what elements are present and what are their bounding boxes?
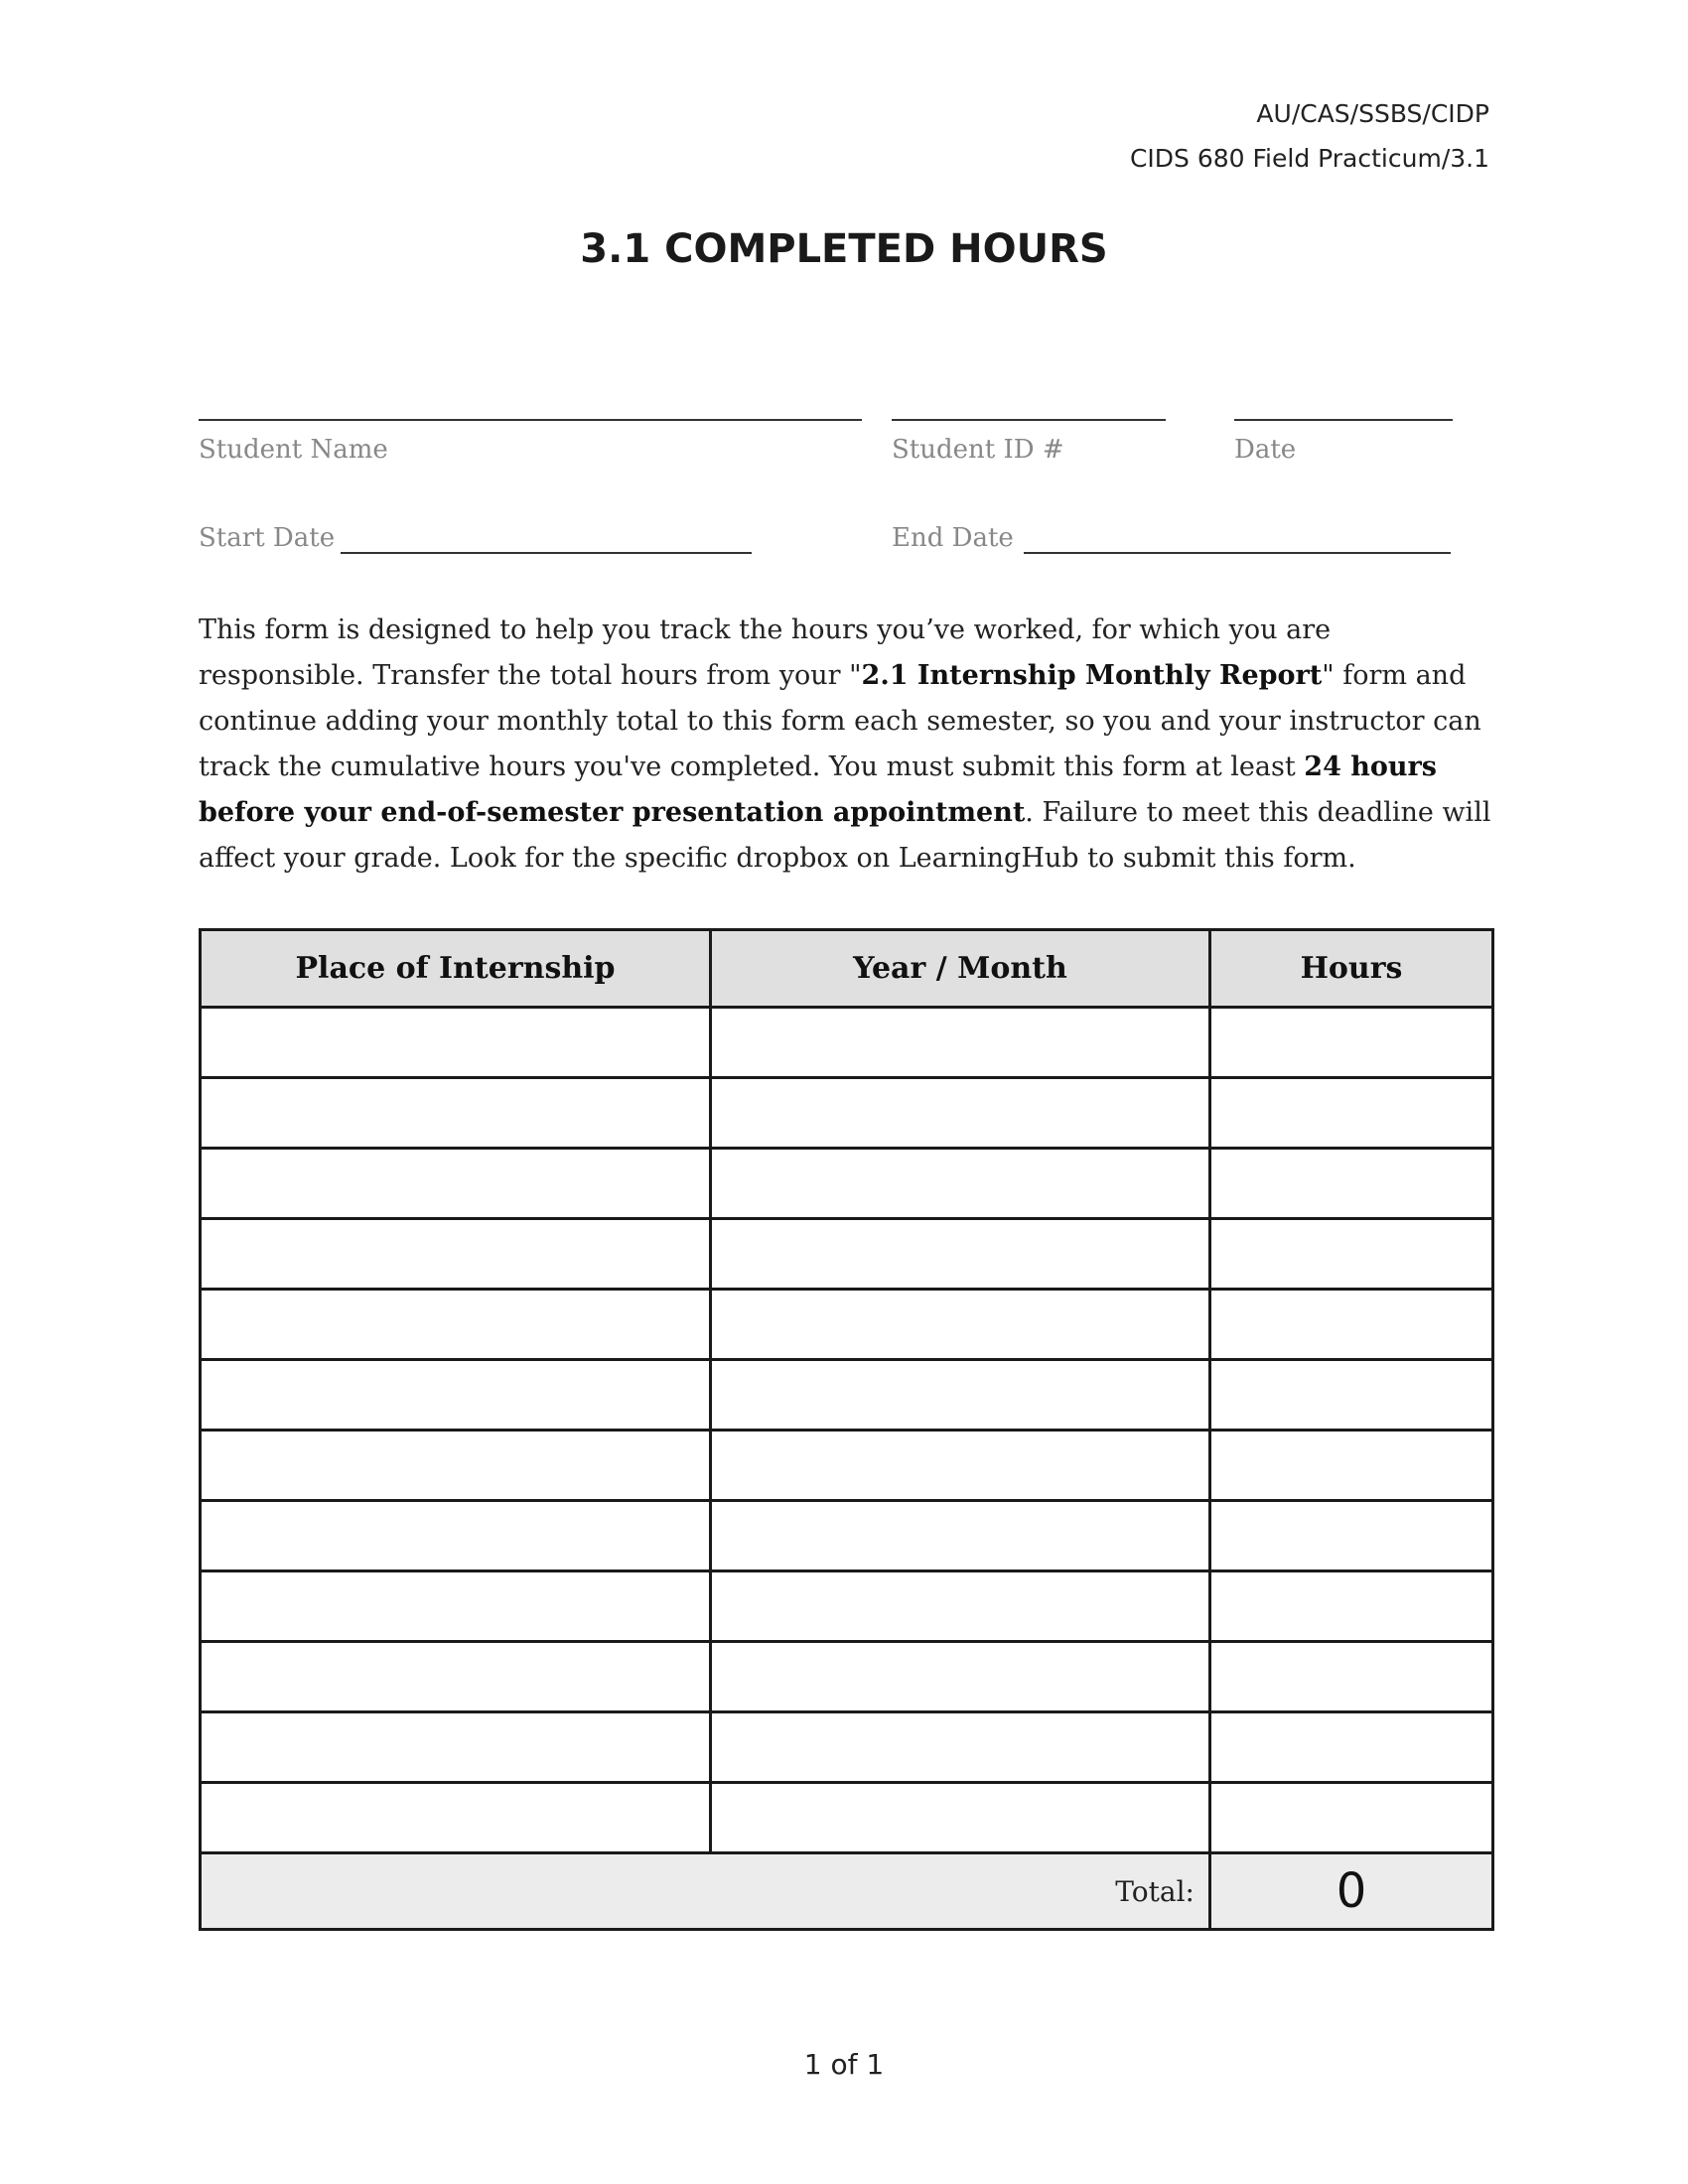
date-field[interactable] — [1234, 419, 1453, 421]
year-month-cell[interactable] — [711, 1290, 1210, 1360]
table-row — [201, 1290, 1493, 1360]
hours-cell[interactable] — [1210, 1360, 1493, 1431]
hours-cell[interactable] — [1210, 1219, 1493, 1290]
year-month-cell[interactable] — [711, 1078, 1210, 1149]
year-month-cell[interactable] — [711, 1149, 1210, 1219]
year-month-cell[interactable] — [711, 1360, 1210, 1431]
start-date-field[interactable] — [341, 552, 752, 554]
place-cell[interactable] — [201, 1360, 711, 1431]
start-date-label: Start Date — [199, 523, 336, 553]
place-cell[interactable] — [201, 1078, 711, 1149]
col-header-year-month: Year / Month — [711, 930, 1210, 1008]
student-name-label: Student Name — [199, 435, 388, 465]
student-id-label: Student ID # — [892, 435, 1064, 465]
hours-cell[interactable] — [1210, 1571, 1493, 1642]
year-month-cell[interactable] — [711, 1642, 1210, 1712]
table-row — [201, 1571, 1493, 1642]
place-cell[interactable] — [201, 1219, 711, 1290]
hours-cell[interactable] — [1210, 1290, 1493, 1360]
year-month-cell[interactable] — [711, 1431, 1210, 1501]
header-line-1: AU/CAS/SSBS/CIDP — [1256, 99, 1489, 128]
hours-cell[interactable] — [1210, 1642, 1493, 1712]
year-month-cell[interactable] — [711, 1501, 1210, 1571]
hours-cell[interactable] — [1210, 1008, 1493, 1078]
year-month-cell[interactable] — [711, 1571, 1210, 1642]
total-hours-value: 0 — [1210, 1853, 1493, 1930]
place-cell[interactable] — [201, 1642, 711, 1712]
place-cell[interactable] — [201, 1149, 711, 1219]
hours-cell[interactable] — [1210, 1149, 1493, 1219]
instructions-bold-report: 2.1 Internship Monthly Report — [861, 660, 1323, 691]
instructions-text-1: This form is designed to help you track the hours you’ve worked, for which you are responsible. Transfer the total hours from your " — [199, 614, 1332, 691]
place-cell[interactable] — [201, 1712, 711, 1783]
place-cell[interactable] — [201, 1008, 711, 1078]
end-date-field[interactable] — [1024, 552, 1451, 554]
page-title: 3.1 COMPLETED HOURS — [580, 226, 1108, 272]
hours-cell[interactable] — [1210, 1431, 1493, 1501]
instructions-paragraph — [199, 608, 1499, 882]
table-row — [201, 1360, 1493, 1431]
hours-table — [199, 928, 1494, 1931]
header-line-2: CIDS 680 Field Practicum/3.1 — [1129, 144, 1489, 173]
col-header-hours: Hours — [1210, 930, 1493, 1008]
place-cell[interactable] — [201, 1501, 711, 1571]
place-cell[interactable] — [201, 1290, 711, 1360]
table-row — [201, 1078, 1493, 1149]
total-row — [201, 1853, 1493, 1930]
place-cell[interactable] — [201, 1783, 711, 1853]
hours-cell[interactable] — [1210, 1078, 1493, 1149]
instructions-text-2: " form and continue adding your monthly total to this form each semester, so you and your instructor can track the cumulative hours you've completed. You must submit this form at least — [199, 660, 1481, 782]
table-row — [201, 1712, 1493, 1783]
end-date-label: End Date — [892, 523, 1014, 553]
year-month-cell[interactable] — [711, 1219, 1210, 1290]
table-header-row — [201, 930, 1493, 1008]
col-header-place: Place of Internship — [201, 930, 711, 1008]
table-row — [201, 1219, 1493, 1290]
instructions-bold-deadline: 24 hours before your end-of-semester presentation appointment — [199, 751, 1437, 828]
year-month-cell[interactable] — [711, 1783, 1210, 1853]
student-id-field[interactable] — [892, 419, 1166, 421]
year-month-cell[interactable] — [711, 1712, 1210, 1783]
year-month-cell[interactable] — [711, 1008, 1210, 1078]
table-body — [201, 1008, 1493, 1853]
place-cell[interactable] — [201, 1431, 711, 1501]
table-row — [201, 1149, 1493, 1219]
table-row — [201, 1501, 1493, 1571]
total-label: Total: — [201, 1853, 1210, 1930]
table-row — [201, 1642, 1493, 1712]
instructions-text-3: . Failure to meet this deadline will affect your grade. Look for the specific dropbox on LearningHub to submit this form. — [199, 797, 1491, 874]
page-number: 1 of 1 — [803, 2048, 885, 2081]
table-row — [201, 1431, 1493, 1501]
place-cell[interactable] — [201, 1571, 711, 1642]
hours-cell[interactable] — [1210, 1783, 1493, 1853]
table-row — [201, 1008, 1493, 1078]
date-label: Date — [1234, 435, 1297, 465]
table-row — [201, 1783, 1493, 1853]
hours-cell[interactable] — [1210, 1501, 1493, 1571]
hours-cell[interactable] — [1210, 1712, 1493, 1783]
student-name-field[interactable] — [199, 419, 862, 421]
